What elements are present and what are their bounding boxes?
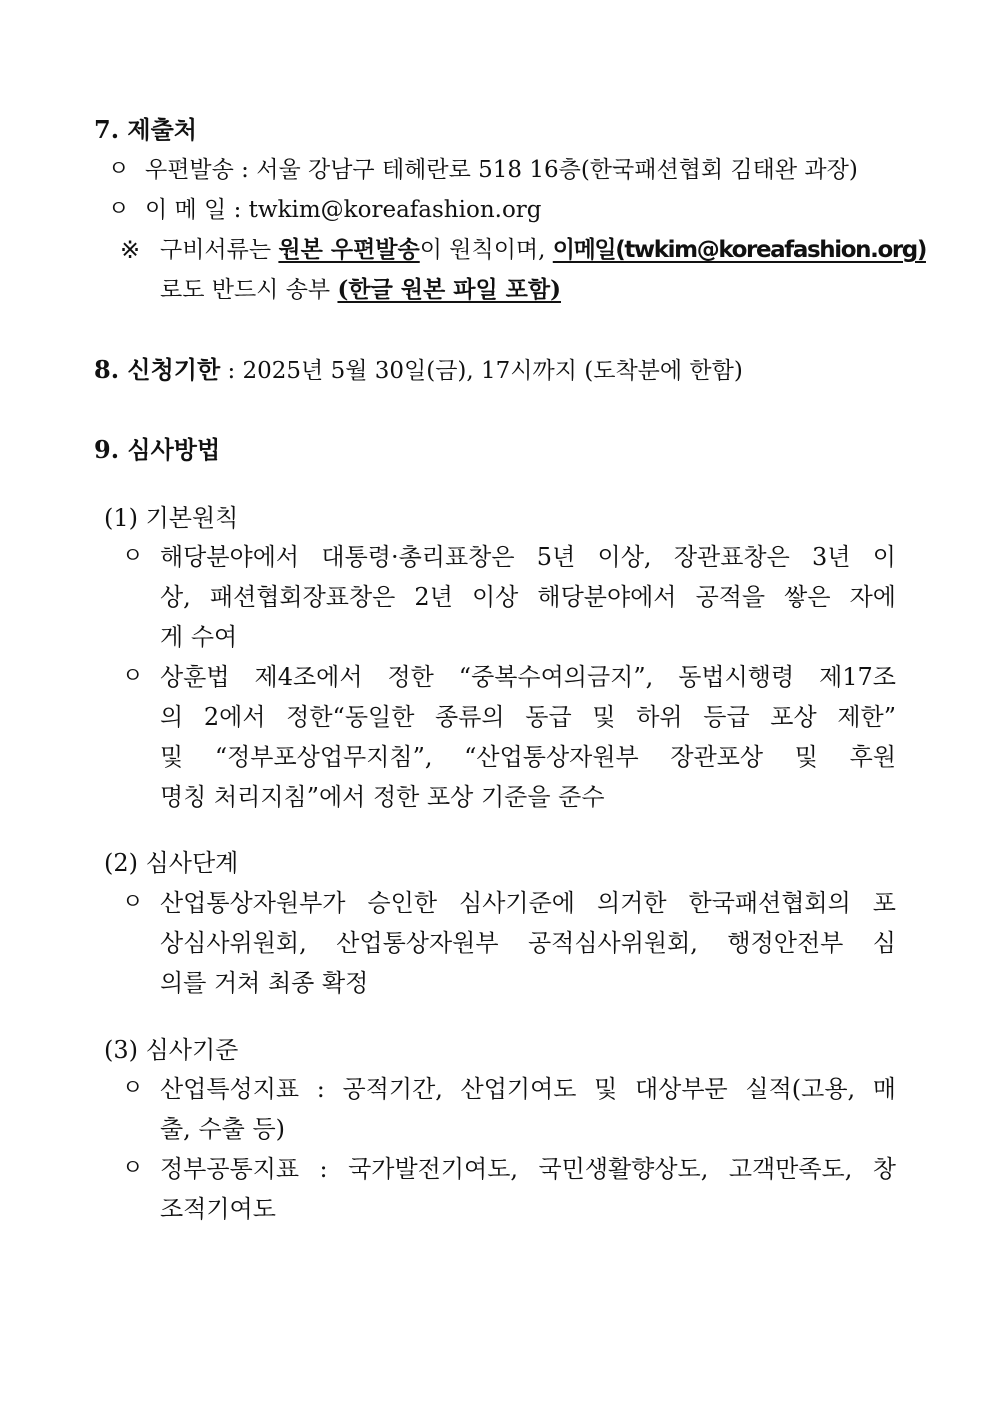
principle-2-line: 상훈법 제4조에서 정한 “중복수여의금지”, 동법시행령 제17조 xyxy=(160,663,896,691)
principle-2-line: 및 “정부포상업무지침”, “산업통상자원부 장관포상 및 후원 xyxy=(160,743,896,771)
note-line-1 xyxy=(160,235,926,265)
bullet-icon: ㅇ xyxy=(122,1156,144,1181)
note-text: 로도 반드시 송부 xyxy=(160,277,338,303)
subsection-1-heading: (1) 기본원칙 xyxy=(104,504,239,532)
stage-line: 상심사위원회, 산업통상자원부 공적심사위원회, 행정안전부 심 xyxy=(160,929,896,957)
note-text: 이 원칙이며, xyxy=(419,237,553,263)
principle-1-line: 상, 패션협회장표창은 2년 이상 해당분야에서 공적을 쌓은 자에 xyxy=(160,583,896,611)
note-emphasis: 원본 우편발송 xyxy=(278,236,420,263)
note-email-emphasis: 이메일(twkim@koreafashion.org) xyxy=(552,237,926,263)
section-7-title: 7. 제출처 xyxy=(94,115,197,144)
note-mark: ※ xyxy=(120,236,141,264)
principle-1-line: 게 수여 xyxy=(160,623,238,651)
bullet-icon: ㅇ xyxy=(122,664,144,689)
note-text: 구비서류는 xyxy=(160,237,279,263)
criteria-2-line: 정부공통지표 : 국가발전기여도, 국민생활향상도, 고객만족도, 창 xyxy=(160,1155,896,1183)
principle-1-line: 해당분야에서 대통령·총리표창은 5년 이상, 장관표창은 3년 이 xyxy=(160,543,896,571)
principle-2-line: 의 2에서 정한“동일한 종류의 동급 및 하위 등급 포상 제한” xyxy=(160,703,896,731)
bullet-icon: ㅇ xyxy=(122,1076,144,1101)
stage-line: 산업통상자원부가 승인한 심사기준에 의거한 한국패션협회의 포 xyxy=(160,889,896,917)
email-line: 이 메 일 : twkim@koreafashion.org xyxy=(145,197,542,223)
deadline-text: : 2025년 5월 30일(금), 17시까지 (도착분에 한함) xyxy=(220,358,743,384)
principle-2-line: 명칭 처리지침”에서 정한 포상 기준을 준수 xyxy=(160,783,605,811)
criteria-1-line: 출, 수출 등) xyxy=(160,1115,285,1143)
note-line-2 xyxy=(160,275,561,305)
section-8-title: 8. 신청기한 xyxy=(94,355,221,384)
bullet-icon: ㅇ xyxy=(122,890,144,915)
bullet-icon: ㅇ xyxy=(122,544,144,569)
criteria-1-line: 산업특성지표 : 공적기간, 산업기여도 및 대상부문 실적(고용, 매 xyxy=(160,1075,896,1103)
section-8-line xyxy=(94,355,743,386)
stage-line: 의를 거쳐 최종 확정 xyxy=(160,969,369,997)
post-address: 우편발송 : 서울 강남구 테헤란로 518 16층(한국패션협회 김태완 과장) xyxy=(145,157,858,183)
criteria-2-line: 조적기여도 xyxy=(160,1195,276,1223)
bullet-icon: ㅇ xyxy=(108,197,130,222)
bullet-icon: ㅇ xyxy=(108,157,130,182)
subsection-3-heading: (3) 심사기준 xyxy=(104,1036,239,1064)
note-emphasis: (한글 원본 파일 포함) xyxy=(337,276,561,303)
subsection-2-heading: (2) 심사단계 xyxy=(104,849,239,877)
section-9-title: 9. 심사방법 xyxy=(94,435,221,464)
